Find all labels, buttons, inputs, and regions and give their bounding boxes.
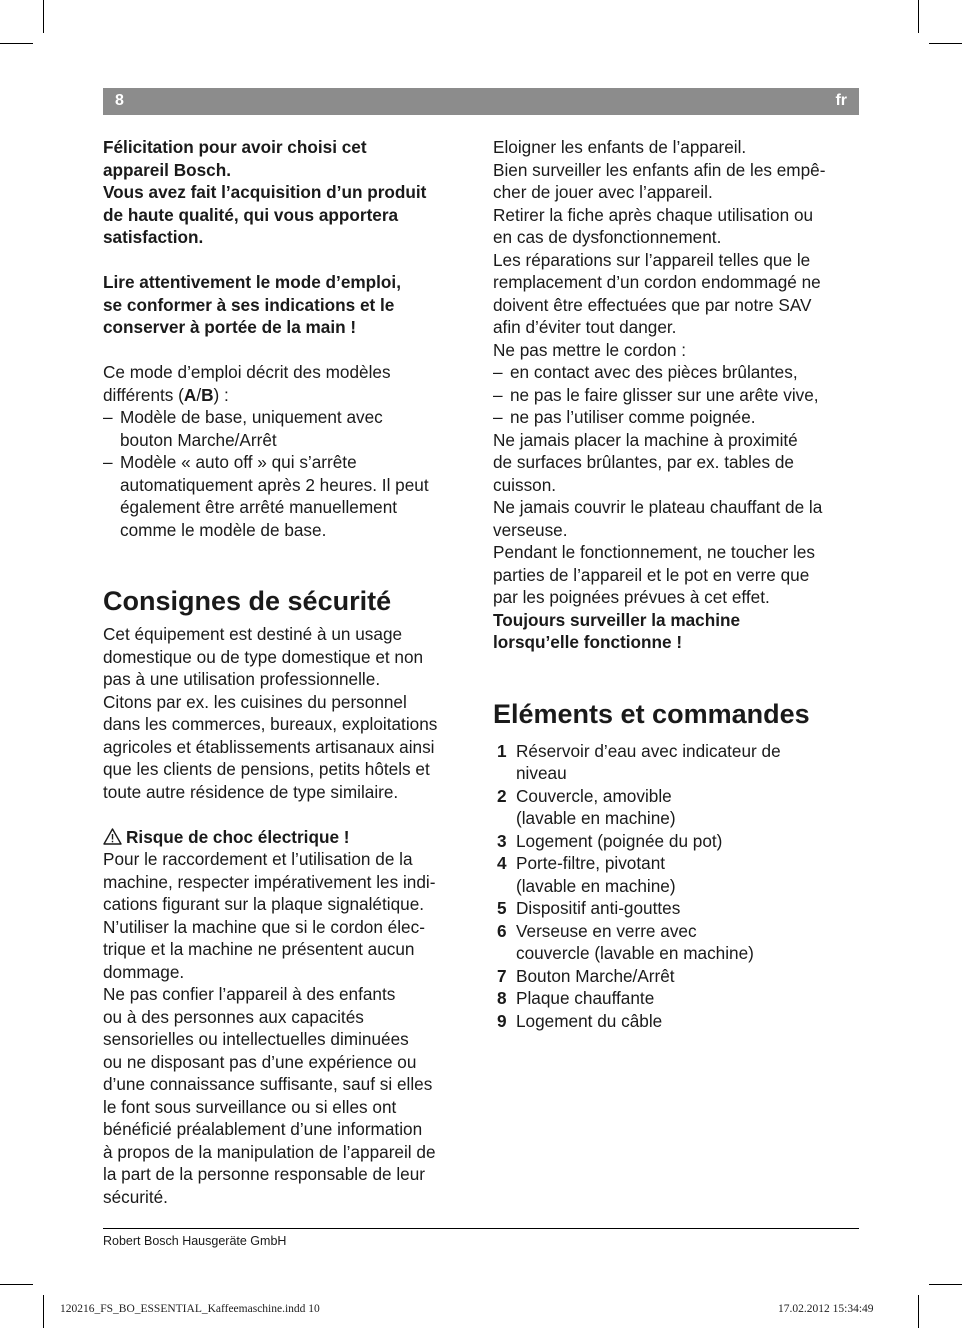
text-line: Félicitation pour avoir choisi cet: [103, 137, 367, 157]
text-line: parties de l’appareil et le pot en verre que: [493, 564, 810, 585]
text-line: dommage.: [103, 961, 185, 982]
text-line: Pendant le fonctionnement, ne toucher les: [493, 542, 816, 562]
text-line: Vous avez fait l’acquisition d’un produit: [103, 182, 427, 202]
models-line: [103, 384, 473, 407]
crop-mark: [918, 0, 919, 33]
elements-list: [493, 740, 863, 1033]
text-fragment: différents (: [103, 384, 184, 405]
crop-mark: [43, 1295, 44, 1328]
text-line: pas à une utilisation professionnelle.: [103, 669, 381, 689]
text-line: (lavable en machine): [516, 875, 676, 896]
text-line: Ne pas mettre le cordon :: [493, 339, 686, 360]
item-number: 2: [497, 785, 507, 806]
item-number: 6: [497, 920, 507, 941]
text-line: Ce mode d’emploi décrit des modèles: [103, 362, 391, 382]
text-line: de haute qualité, qui vous apportera: [103, 204, 399, 225]
text-line: bénéficié préalablement d’une information: [103, 1119, 423, 1139]
text-line: verseuse.: [493, 519, 568, 540]
text-fragment: ) :: [213, 384, 229, 405]
list-item: [493, 897, 863, 920]
text-line: Ne pas confier l’appareil à des enfants: [103, 984, 396, 1004]
text-line: trique et la machine ne présentent aucun: [103, 939, 415, 959]
text-line: Ne jamais placer la machine à proximité: [493, 429, 798, 450]
text-line: le font sous surveillance ou si elles ont: [103, 1096, 397, 1117]
list-item: [103, 406, 473, 451]
item-number: 5: [497, 898, 507, 918]
text-line: Citons par ex. les cuisines du personnel: [103, 691, 407, 712]
text-line: doivent être effectuées que par notre SAV: [493, 294, 812, 315]
safety-usage: [103, 623, 473, 803]
list-item: [493, 965, 863, 988]
text-line: en cas de dysfonctionnement.: [493, 227, 722, 247]
slug-timestamp: 17.02.2012 15:34:49: [778, 1303, 874, 1315]
crop-mark: [0, 1284, 33, 1285]
text-line: comme le modèle de base.: [120, 519, 327, 540]
text-line: Eloigner les enfants de l’appareil.: [493, 137, 747, 157]
text-line: sensorielles ou intellectuelles diminuées: [103, 1029, 409, 1049]
list-item: [493, 852, 863, 897]
text-line: Verseuse en verre avec: [516, 920, 697, 941]
text-line: agricoles et établissements artisanaux ainsi: [103, 736, 435, 757]
footer-divider: [103, 1228, 859, 1229]
intro-read-instructions: [103, 271, 473, 339]
language-code: fr: [835, 92, 847, 109]
text-line: domestique ou de type domestique et non: [103, 646, 424, 667]
text-line: cations figurant sur la plaque signalétique.: [103, 894, 425, 914]
item-number: 3: [497, 830, 507, 851]
text-line: bouton Marche/Arrêt: [120, 429, 277, 450]
text-line: par les poignées prévues à cet effet.: [493, 587, 770, 607]
text-fragment: /: [196, 384, 202, 405]
list-item: [103, 451, 473, 541]
text-line: également être arrêté manuellement: [120, 497, 398, 517]
text-line: automatiquement après 2 heures. Il peut: [120, 474, 429, 495]
text-line: niveau: [516, 763, 567, 783]
text-line: Bien surveiller les enfants afin de les empê-: [493, 159, 826, 180]
text-line: lorsqu’elle fonctionne !: [493, 632, 683, 652]
text-line: ou à des personnes aux capacités: [103, 1006, 364, 1027]
text-line: Les réparations sur l’appareil telles que le: [493, 249, 811, 270]
list-item: – ne pas le faire glisser sur une arête vive,: [493, 384, 863, 407]
list-item: [493, 785, 863, 830]
text-line: cher de jouer avec l’appareil.: [493, 182, 713, 202]
text-line: Toujours surveiller la machine: [493, 609, 741, 630]
text-line: N’utiliser la machine que si le cordon élec-: [103, 916, 425, 937]
text-line: se conformer à ses indications et le: [103, 294, 395, 315]
text-line: d’une connaissance suffisante, sauf si elles: [103, 1074, 433, 1094]
text-line: Logement (poignée du pot): [516, 830, 723, 851]
safety-heading: Consignes de sécurité: [103, 586, 392, 616]
text-line: afin d’éviter tout danger.: [493, 317, 677, 337]
warning-triangle-icon: [103, 828, 122, 845]
crop-mark: [918, 1295, 919, 1328]
text-line: remplacement d’un cordon endommagé ne: [493, 272, 821, 292]
warning-body: [103, 848, 473, 1208]
text-line: Lire attentivement le mode d’emploi,: [103, 272, 401, 292]
right-column: [493, 136, 863, 1032]
text-line: couvercle (lavable en machine): [516, 943, 754, 963]
warning-title: [103, 826, 473, 849]
text-line: Bouton Marche/Arrêt: [516, 965, 675, 986]
item-number: 7: [497, 965, 507, 986]
text-line: machine, respecter impérativement les indi-: [103, 871, 436, 892]
left-column: [103, 136, 473, 1208]
list-item: [493, 920, 863, 965]
text-line: que les clients de pensions, petits hôtels et: [103, 759, 430, 779]
warning-title-text: Risque de choc électrique !: [126, 826, 350, 847]
text-line: Cet équipement est destiné à un usage: [103, 624, 403, 644]
list-item: [493, 1010, 863, 1033]
text-line: de surfaces brûlantes, par ex. tables de: [493, 452, 794, 472]
text-line: Pour le raccordement et l’utilisation de la: [103, 849, 413, 869]
text-line: toute autre résidence de type similaire.: [103, 781, 399, 802]
text-line: à propos de la manipulation de l’appareil de: [103, 1141, 436, 1162]
text-line: Porte-filtre, pivotant: [516, 853, 666, 873]
item-number: 4: [497, 853, 507, 873]
text-line: sécurité.: [103, 1186, 168, 1207]
text-line: Réservoir d’eau avec indicateur de: [516, 740, 781, 761]
elements-heading: Eléments et commandes: [493, 698, 810, 729]
list-item: [493, 740, 863, 785]
list-item: [493, 987, 863, 1010]
safety-rules-continued: [493, 429, 863, 609]
text-line: conserver à portée de la main !: [103, 317, 357, 337]
page-header-bar: [103, 88, 859, 115]
list-item: – en contact avec des pièces brûlantes,: [493, 361, 863, 384]
safety-rules: [493, 136, 863, 361]
text-line: Dispositif anti-gouttes: [516, 898, 681, 918]
text-line: appareil Bosch.: [103, 159, 231, 180]
text-line: – Modèle de base, uniquement avec: [120, 407, 383, 427]
intro-congrats: [103, 136, 473, 249]
text-line: dans les commerces, bureaux, exploitations: [103, 714, 438, 734]
supervise-notice: [493, 609, 863, 654]
model-a-label: A: [183, 384, 197, 405]
list-item: – ne pas l’utiliser comme poignée.: [493, 406, 863, 429]
crop-mark: [0, 43, 33, 44]
item-number: 8: [497, 988, 507, 1008]
text-line: Logement du câble: [516, 1010, 663, 1031]
item-number: 9: [497, 1010, 507, 1031]
text-line: satisfaction.: [103, 227, 204, 247]
text-line: ou ne disposant pas d’une expérience ou: [103, 1051, 417, 1072]
text-line: Ne jamais couvrir le plateau chauffant de la: [493, 497, 823, 517]
list-item: [493, 830, 863, 853]
crop-mark: [929, 43, 962, 44]
slug-filename: 120216_FS_BO_ESSENTIAL_Kaffeemaschine.indd 10: [60, 1303, 320, 1315]
text-line: Couvercle, amovible: [516, 785, 672, 806]
item-number: 1: [497, 740, 507, 761]
page-number: 8: [115, 92, 124, 109]
text-line: cuisson.: [493, 474, 557, 495]
text-line: – Modèle « auto off » qui s’arrête: [120, 452, 357, 472]
text-line: Plaque chauffante: [516, 988, 655, 1008]
crop-mark: [929, 1284, 962, 1285]
text-line: Retirer la fiche après chaque utilisation ou: [493, 204, 814, 225]
model-b-label: B: [201, 384, 214, 405]
text-line: la part de la personne responsable de leur: [103, 1164, 426, 1184]
text-line: (lavable en machine): [516, 808, 676, 828]
crop-mark: [43, 0, 44, 33]
footer-company: Robert Bosch Hausgeräte GmbH: [103, 1234, 287, 1248]
